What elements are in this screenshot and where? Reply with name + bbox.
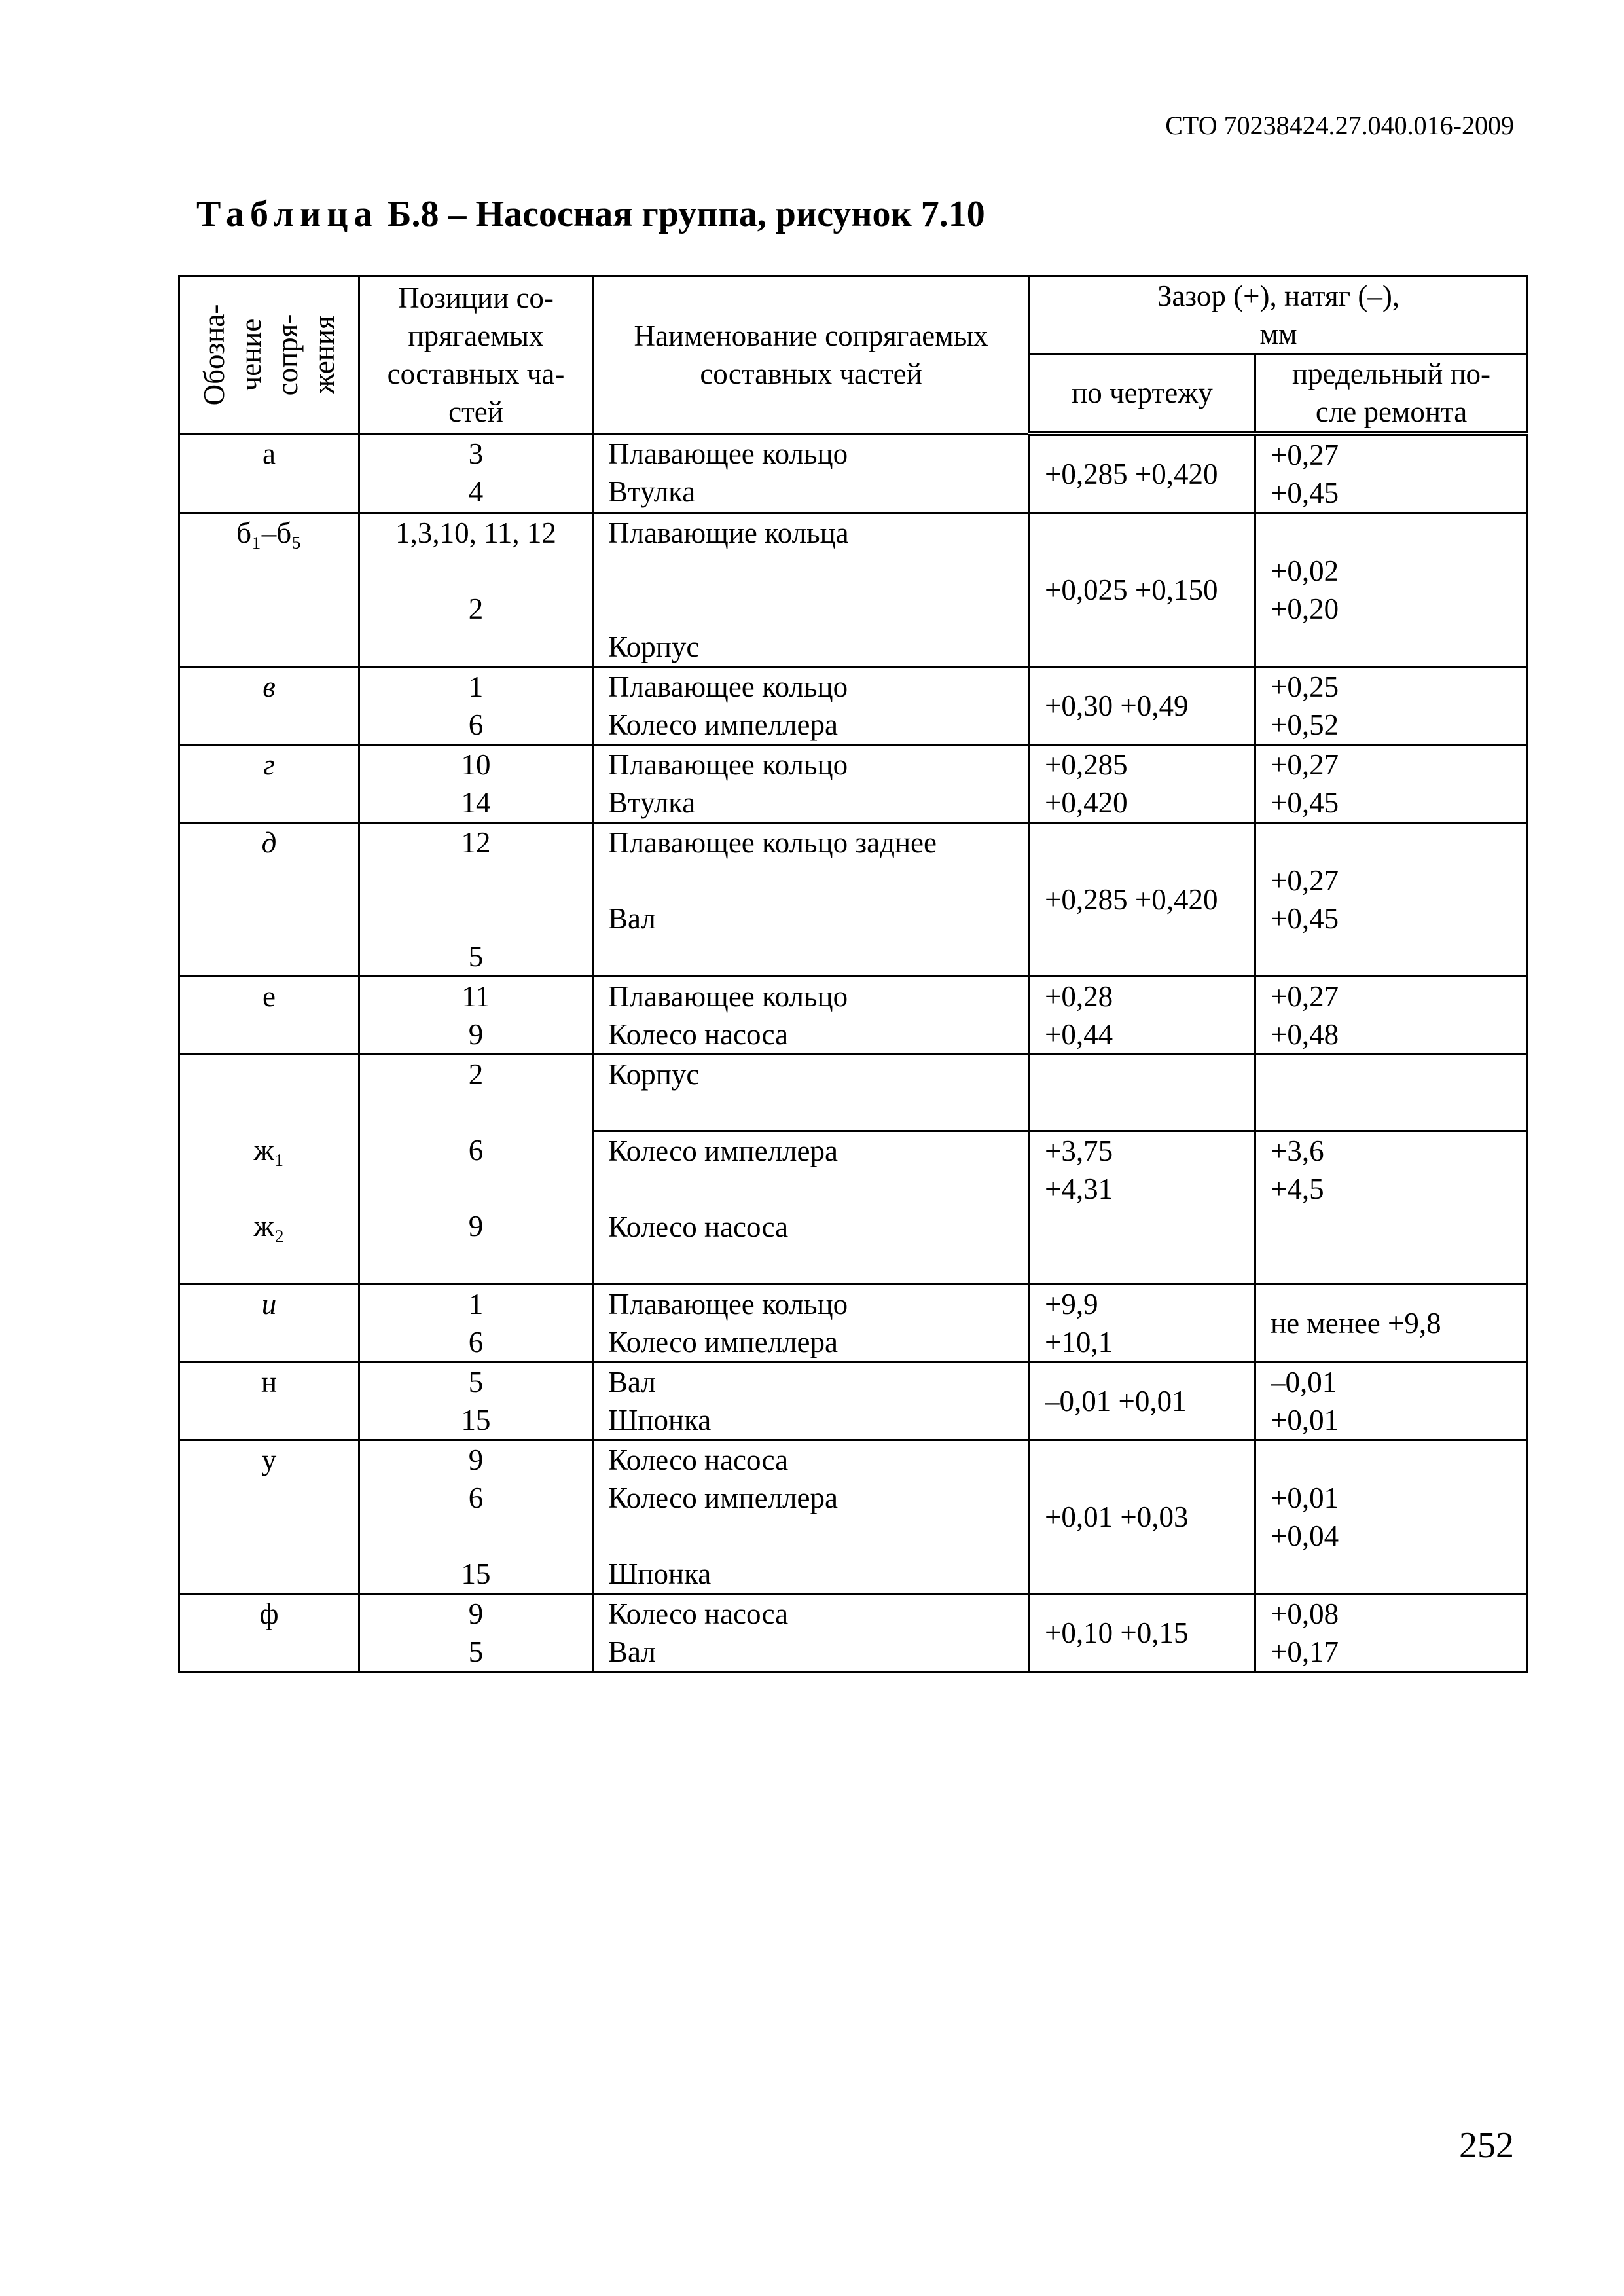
cell-part-names xyxy=(593,433,1030,513)
cell-line: 3 xyxy=(468,437,484,470)
cell-by-drawing xyxy=(1030,1362,1255,1440)
cell-line xyxy=(180,1633,358,1671)
cell-line: 12 xyxy=(461,826,491,859)
cell-line: 6 xyxy=(468,708,484,741)
cell-line xyxy=(180,1401,358,1439)
cell-by-drawing xyxy=(1030,977,1255,1055)
cell-designation xyxy=(179,433,359,513)
cell-line xyxy=(180,1323,358,1361)
header-gap-line: Зазор (+), натяг (–), xyxy=(1157,280,1400,312)
header-names-line: составных частей xyxy=(700,357,922,390)
header-positions-line: прягаемых xyxy=(408,319,544,352)
header-positions-line: составных ча- xyxy=(387,357,565,390)
cell-line: +0,04 xyxy=(1271,1520,1339,1552)
cell-limit xyxy=(1255,433,1528,513)
header-gap-interference xyxy=(1030,276,1528,354)
header-limit-line: сле ремонта xyxy=(1315,395,1468,428)
cell-limit xyxy=(1255,1440,1528,1594)
cell-positions xyxy=(359,513,593,667)
header-designation-line: чение xyxy=(234,318,267,392)
cell-positions xyxy=(359,1055,593,1285)
cell-line: 2 xyxy=(468,1058,484,1091)
cell-designation xyxy=(179,1594,359,1672)
cell-part-names xyxy=(593,745,1030,823)
cell-line: Колесо импеллера xyxy=(608,1326,838,1358)
cell-part-names xyxy=(593,513,1030,667)
table-title xyxy=(196,193,985,235)
cell-line: у xyxy=(261,1444,277,1476)
header-positions xyxy=(359,276,593,434)
table-row xyxy=(179,1594,1528,1672)
cell-line xyxy=(360,1093,592,1131)
cell-limit xyxy=(1255,1362,1528,1440)
cell-line: +0,285 +0,420 xyxy=(1045,458,1218,490)
cell-line: 5 xyxy=(468,1366,484,1398)
cell-line: 6 xyxy=(468,1482,484,1514)
cell-line: ф xyxy=(259,1597,279,1630)
cell-line: Колесо насоса xyxy=(608,1211,789,1243)
cell-line: Втулка xyxy=(608,786,696,819)
table-row xyxy=(179,513,1528,667)
cell-line: +0,45 xyxy=(1271,786,1339,819)
cell-line: е xyxy=(262,980,276,1013)
cell-line: ж₂ xyxy=(253,1210,285,1243)
cell-by-drawing xyxy=(1030,667,1255,745)
cell-line: Шпонка xyxy=(608,1558,712,1590)
cell-line xyxy=(180,1245,358,1283)
table-row xyxy=(179,1055,1528,1131)
cell-positions xyxy=(359,667,593,745)
cell-line: +0,27 xyxy=(1271,864,1339,897)
cell-part-names xyxy=(593,1131,1030,1285)
cell-designation xyxy=(179,823,359,977)
cell-line xyxy=(180,862,358,900)
cell-by-drawing xyxy=(1030,1440,1255,1594)
cell-limit xyxy=(1255,977,1528,1055)
header-gap-line: мм xyxy=(1259,318,1297,350)
cell-line: +0,45 xyxy=(1271,477,1339,509)
cell-line: в xyxy=(262,670,276,703)
cell-part-names xyxy=(593,1285,1030,1362)
cell-positions xyxy=(359,977,593,1055)
cell-line: +0,285 xyxy=(1045,748,1128,781)
cell-line xyxy=(180,1517,358,1555)
cell-line: +0,28 xyxy=(1045,980,1113,1013)
cell-positions xyxy=(359,1362,593,1440)
cell-line: +3,75 xyxy=(1045,1135,1113,1167)
cell-line: ж₁ xyxy=(253,1134,285,1167)
cell-line: Колесо импеллера xyxy=(608,1135,838,1167)
table-row xyxy=(179,977,1528,1055)
table-body xyxy=(179,433,1528,1672)
cell-line xyxy=(608,938,1028,975)
cell-part-names xyxy=(593,1594,1030,1672)
cell-line: +10,1 xyxy=(1045,1326,1113,1358)
mating-parts-table xyxy=(178,275,1528,1673)
header-names-line: Наименование сопрягаемых xyxy=(634,319,988,352)
cell-line: +0,01 xyxy=(1271,1404,1339,1436)
table-row xyxy=(179,1440,1528,1594)
cell-line: +0,48 xyxy=(1271,1018,1339,1051)
document-code: СТО 70238424.27.040.016-2009 xyxy=(1165,111,1514,140)
cell-line xyxy=(180,1555,358,1593)
cell-line xyxy=(180,552,358,590)
cell-line: Плавающее кольцо xyxy=(608,437,848,470)
cell-line: Колесо насоса xyxy=(608,1444,789,1476)
header-designation-line: сопря- xyxy=(271,314,304,396)
cell-designation xyxy=(179,513,359,667)
cell-line: +0,10 +0,15 xyxy=(1045,1616,1189,1649)
cell-limit xyxy=(1255,1131,1528,1285)
table-row xyxy=(179,745,1528,823)
cell-line xyxy=(360,552,592,590)
cell-line xyxy=(608,1170,1028,1208)
table-row xyxy=(179,1362,1528,1440)
table-row xyxy=(179,667,1528,745)
cell-limit xyxy=(1255,1594,1528,1672)
cell-line: и xyxy=(261,1288,277,1321)
cell-line: 6 xyxy=(468,1134,484,1167)
cell-designation xyxy=(179,1440,359,1594)
cell-line: 9 xyxy=(468,1597,484,1630)
cell-line: 2 xyxy=(468,592,484,625)
cell-designation xyxy=(179,977,359,1055)
cell-line xyxy=(180,628,358,666)
cell-positions xyxy=(359,1440,593,1594)
cell-line xyxy=(180,1169,358,1207)
cell-line xyxy=(180,784,358,822)
cell-line: б₁–б₅ xyxy=(236,517,302,549)
cell-line xyxy=(180,1093,358,1131)
cell-line: 9 xyxy=(468,1018,484,1051)
cell-limit-empty xyxy=(1255,1055,1528,1131)
cell-line: 10 xyxy=(461,748,491,781)
cell-line xyxy=(608,862,1028,900)
cell-line: –0,01 xyxy=(1271,1366,1337,1398)
cell-line: +0,025 +0,150 xyxy=(1045,574,1218,606)
cell-line xyxy=(180,900,358,938)
cell-line: Колесо насоса xyxy=(608,1018,789,1051)
cell-line: Плавающее кольцо xyxy=(608,1288,848,1321)
cell-line xyxy=(180,590,358,628)
cell-part-names xyxy=(593,1362,1030,1440)
cell-line: 4 xyxy=(468,475,484,508)
cell-line: Плавающее кольцо xyxy=(608,670,848,703)
cell-line xyxy=(360,628,592,666)
cell-line: Втулка xyxy=(608,475,696,508)
header-designation-line: Обозна- xyxy=(198,304,230,406)
cell-line: +0,45 xyxy=(1271,902,1339,935)
cell-line xyxy=(180,473,358,511)
cell-line: г xyxy=(263,748,275,781)
cell-line: +0,02 xyxy=(1271,555,1339,587)
cell-line: +0,30 +0,49 xyxy=(1045,689,1189,722)
cell-part-names xyxy=(593,823,1030,977)
cell-by-drawing-empty xyxy=(1030,1055,1255,1131)
header-positions-line: Позиции со- xyxy=(398,281,554,314)
cell-line: +3,6 xyxy=(1271,1135,1324,1167)
cell-line: +0,17 xyxy=(1271,1635,1339,1668)
cell-by-drawing xyxy=(1030,1594,1255,1672)
cell-line: Колесо импеллера xyxy=(608,708,838,741)
cell-line: 15 xyxy=(461,1404,491,1436)
cell-line: Корпус xyxy=(608,630,700,663)
cell-line: Шпонка xyxy=(608,1404,712,1436)
cell-designation xyxy=(179,1362,359,1440)
cell-line xyxy=(180,1015,358,1053)
cell-line: +0,27 xyxy=(1271,980,1339,1013)
cell-line: 1 xyxy=(468,1288,484,1321)
cell-line: +0,27 xyxy=(1271,439,1339,471)
cell-line xyxy=(360,1517,592,1555)
cell-limit xyxy=(1255,1285,1528,1362)
cell-line: Колесо насоса xyxy=(608,1597,789,1630)
cell-line xyxy=(360,862,592,900)
cell-part-names xyxy=(593,667,1030,745)
cell-line xyxy=(608,590,1028,628)
cell-line: Плавающее кольцо заднее xyxy=(608,826,937,859)
table-row xyxy=(179,1285,1528,1362)
cell-line: 1 xyxy=(468,670,484,703)
cell-part-names xyxy=(593,1440,1030,1594)
cell-line: не менее +9,8 xyxy=(1271,1307,1441,1339)
cell-by-drawing xyxy=(1030,823,1255,977)
cell-line: +0,01 +0,03 xyxy=(1045,1501,1189,1533)
cell-line xyxy=(608,552,1028,590)
cell-line xyxy=(180,1479,358,1517)
cell-line xyxy=(360,900,592,938)
cell-limit xyxy=(1255,745,1528,823)
table-title-prefix: Таблица xyxy=(196,194,378,234)
cell-line: –0,01 +0,01 xyxy=(1045,1385,1187,1417)
cell-designation xyxy=(179,667,359,745)
cell-by-drawing xyxy=(1030,745,1255,823)
cell-line: 9 xyxy=(468,1210,484,1243)
cell-line: +0,52 xyxy=(1271,708,1339,741)
cell-by-drawing xyxy=(1030,1285,1255,1362)
cell-line: Колесо импеллера xyxy=(608,1482,838,1514)
page-number: 252 xyxy=(1459,2125,1514,2166)
cell-line: 14 xyxy=(461,786,491,819)
cell-limit xyxy=(1255,823,1528,977)
cell-by-drawing xyxy=(1030,513,1255,667)
cell-line: Корпус xyxy=(608,1058,700,1091)
cell-limit xyxy=(1255,513,1528,667)
header-designation xyxy=(179,276,359,434)
header-limit-after-repair xyxy=(1255,354,1528,434)
cell-by-drawing xyxy=(1030,433,1255,513)
cell-line: +0,20 xyxy=(1271,592,1339,625)
cell-line xyxy=(180,706,358,744)
cell-line: +0,285 +0,420 xyxy=(1045,883,1218,916)
cell-positions xyxy=(359,433,593,513)
table-row xyxy=(179,823,1528,977)
cell-line: +4,31 xyxy=(1045,1173,1113,1205)
cell-part-names xyxy=(593,1055,1030,1131)
table-title-text: Б.8 – Насосная группа, рисунок 7.10 xyxy=(378,194,985,234)
cell-line: +0,44 xyxy=(1045,1018,1113,1051)
cell-positions xyxy=(359,823,593,977)
cell-line: Вал xyxy=(608,1635,656,1668)
cell-line: 6 xyxy=(468,1326,484,1358)
cell-line: 5 xyxy=(468,940,484,973)
cell-line: н xyxy=(261,1366,278,1398)
cell-line: Плавающее кольцо xyxy=(608,980,848,1013)
cell-line: а xyxy=(262,437,276,470)
cell-line: д xyxy=(261,826,277,859)
cell-line: Плавающие кольца xyxy=(608,517,849,549)
cell-line: +9,9 xyxy=(1045,1288,1098,1321)
header-part-names xyxy=(593,276,1030,434)
cell-line xyxy=(360,1245,592,1283)
cell-line: 15 xyxy=(461,1558,491,1590)
cell-line: +0,08 xyxy=(1271,1597,1339,1630)
cell-line: 5 xyxy=(468,1635,484,1668)
cell-designation xyxy=(179,1055,359,1285)
cell-part-names xyxy=(593,977,1030,1055)
cell-limit xyxy=(1255,667,1528,745)
cell-line: +0,25 xyxy=(1271,670,1339,703)
cell-line: 9 xyxy=(468,1444,484,1476)
cell-line: +0,27 xyxy=(1271,748,1339,781)
cell-line xyxy=(180,1055,358,1093)
cell-line xyxy=(608,1517,1028,1555)
cell-designation xyxy=(179,1285,359,1362)
cell-line: Вал xyxy=(608,902,656,935)
cell-line xyxy=(360,1169,592,1207)
cell-designation xyxy=(179,745,359,823)
header-designation-line: жения xyxy=(308,316,340,394)
cell-line: 11 xyxy=(461,980,490,1013)
cell-line: +0,420 xyxy=(1045,786,1128,819)
cell-line: +0,01 xyxy=(1271,1482,1339,1514)
cell-line: 1,3,10, 11, 12 xyxy=(395,517,556,549)
cell-by-drawing xyxy=(1030,1131,1255,1285)
header-by-drawing: по чертежу xyxy=(1030,354,1255,434)
cell-line xyxy=(180,938,358,975)
cell-line: +4,5 xyxy=(1271,1173,1324,1205)
cell-positions xyxy=(359,1285,593,1362)
cell-line: Плавающее кольцо xyxy=(608,748,848,781)
cell-line: Вал xyxy=(608,1366,656,1398)
cell-positions xyxy=(359,1594,593,1672)
header-limit-line: предельный по- xyxy=(1291,357,1491,390)
table-row xyxy=(179,433,1528,513)
cell-positions xyxy=(359,745,593,823)
header-positions-line: стей xyxy=(448,395,503,428)
